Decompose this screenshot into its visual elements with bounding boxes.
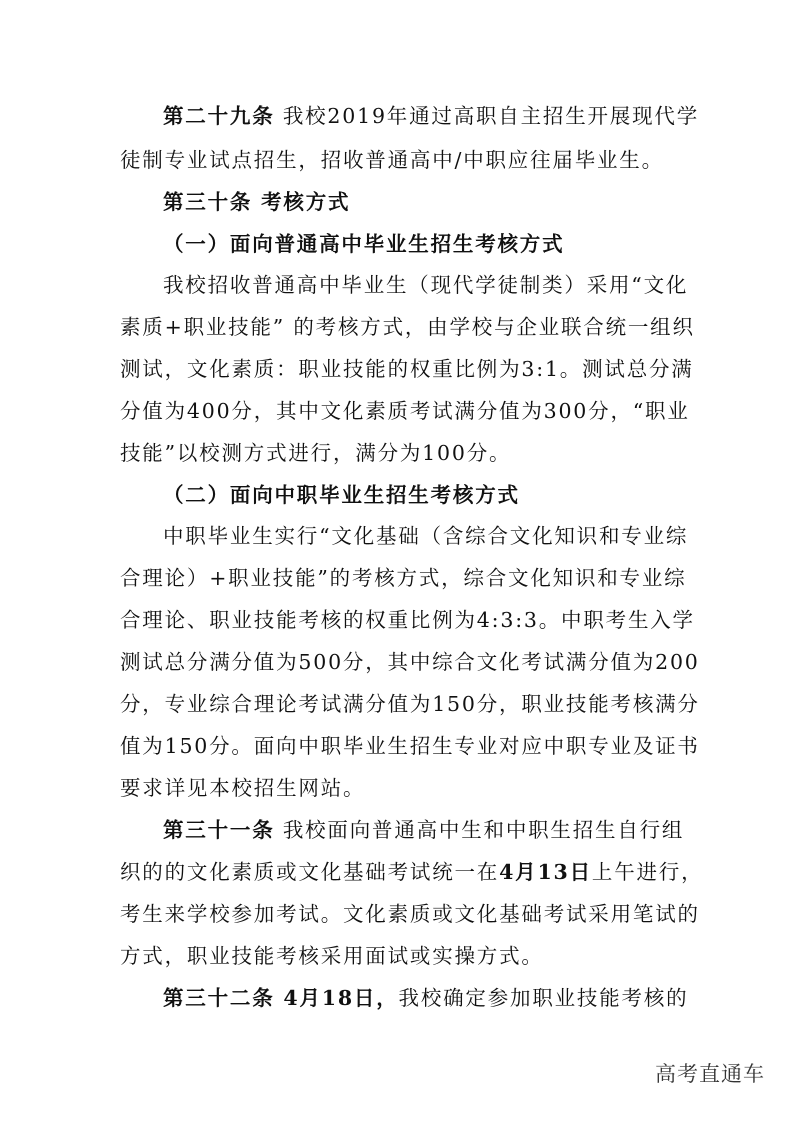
- section-2-line: 值为150分。面向中职毕业生招生专业对应中职专业及证书: [120, 734, 700, 758]
- article-31-line-1: [163, 816, 683, 844]
- article-31-text: 上午进行，: [591, 860, 704, 884]
- section-2-heading: （二）面向中职毕业生招生考核方式: [163, 483, 520, 507]
- article-32-line-1: [163, 984, 689, 1012]
- article-31-text: 织的的文化素质或文化基础考试统一在: [120, 860, 500, 884]
- article-29-heading: 第二十九条: [163, 104, 275, 128]
- section-1-heading: （一）面向普通高中毕业生招生考核方式: [163, 232, 565, 256]
- article-29-text: 我校2019年通过高职自主招生开展现代学: [282, 104, 699, 128]
- section-2-line: 测试总分满分值为500分，其中综合文化考试满分值为200: [120, 650, 700, 674]
- article-32-heading: 第三十二条 4月18日，: [163, 986, 399, 1010]
- article-31-heading: 第三十一条: [163, 818, 275, 842]
- section-2-line: 分，专业综合理论考试满分值为150分，职业技能考核满分: [120, 692, 700, 716]
- article-29-line-2: 徒制专业试点招生，招收普通高中/中职应往届毕业生。: [120, 148, 664, 172]
- section-2-line: 合理论、职业技能考核的权重比例为4:3:3。中职考生入学: [120, 608, 695, 632]
- article-31-line-4: 方式，职业技能考核采用面试或实操方式。: [120, 944, 544, 968]
- article-32-text: 我校确定参加职业技能考核的: [398, 986, 689, 1010]
- article-30-heading: 第三十条 考核方式: [163, 190, 351, 214]
- section-1-line: 测试，文化素质：职业技能的权重比例为3:1。测试总分满: [120, 357, 694, 381]
- section-1-line: 技能”以校测方式进行，满分为100分。: [120, 441, 512, 465]
- section-2-line: 要求详见本校招生网站。: [120, 776, 366, 800]
- exam-date: 4月13日: [499, 860, 592, 884]
- section-1-line: 我校招收普通高中毕业生（现代学徒制类）采用“文化: [163, 273, 689, 297]
- section-2-line: 中职毕业生实行“文化基础（含综合文化知识和专业综: [163, 524, 689, 548]
- article-31-line-2: [120, 858, 704, 886]
- article-29-line-1: [163, 102, 699, 130]
- watermark-text: 高考直通车: [655, 1062, 765, 1086]
- article-31-text: 我校面向普通高中生和中职生招生自行组: [282, 818, 685, 842]
- section-1-line: 素质+职业技能” 的考核方式，由学校与企业联合统一组织: [120, 315, 695, 339]
- section-1-line: 分值为400分，其中文化素质考试满分值为300分，“职业: [120, 399, 690, 423]
- article-31-line-3: 考生来学校参加考试。文化素质或文化基础考试采用笔试的: [120, 902, 700, 926]
- section-2-line: 合理论）+职业技能”的考核方式，综合文化知识和专业综: [120, 566, 687, 590]
